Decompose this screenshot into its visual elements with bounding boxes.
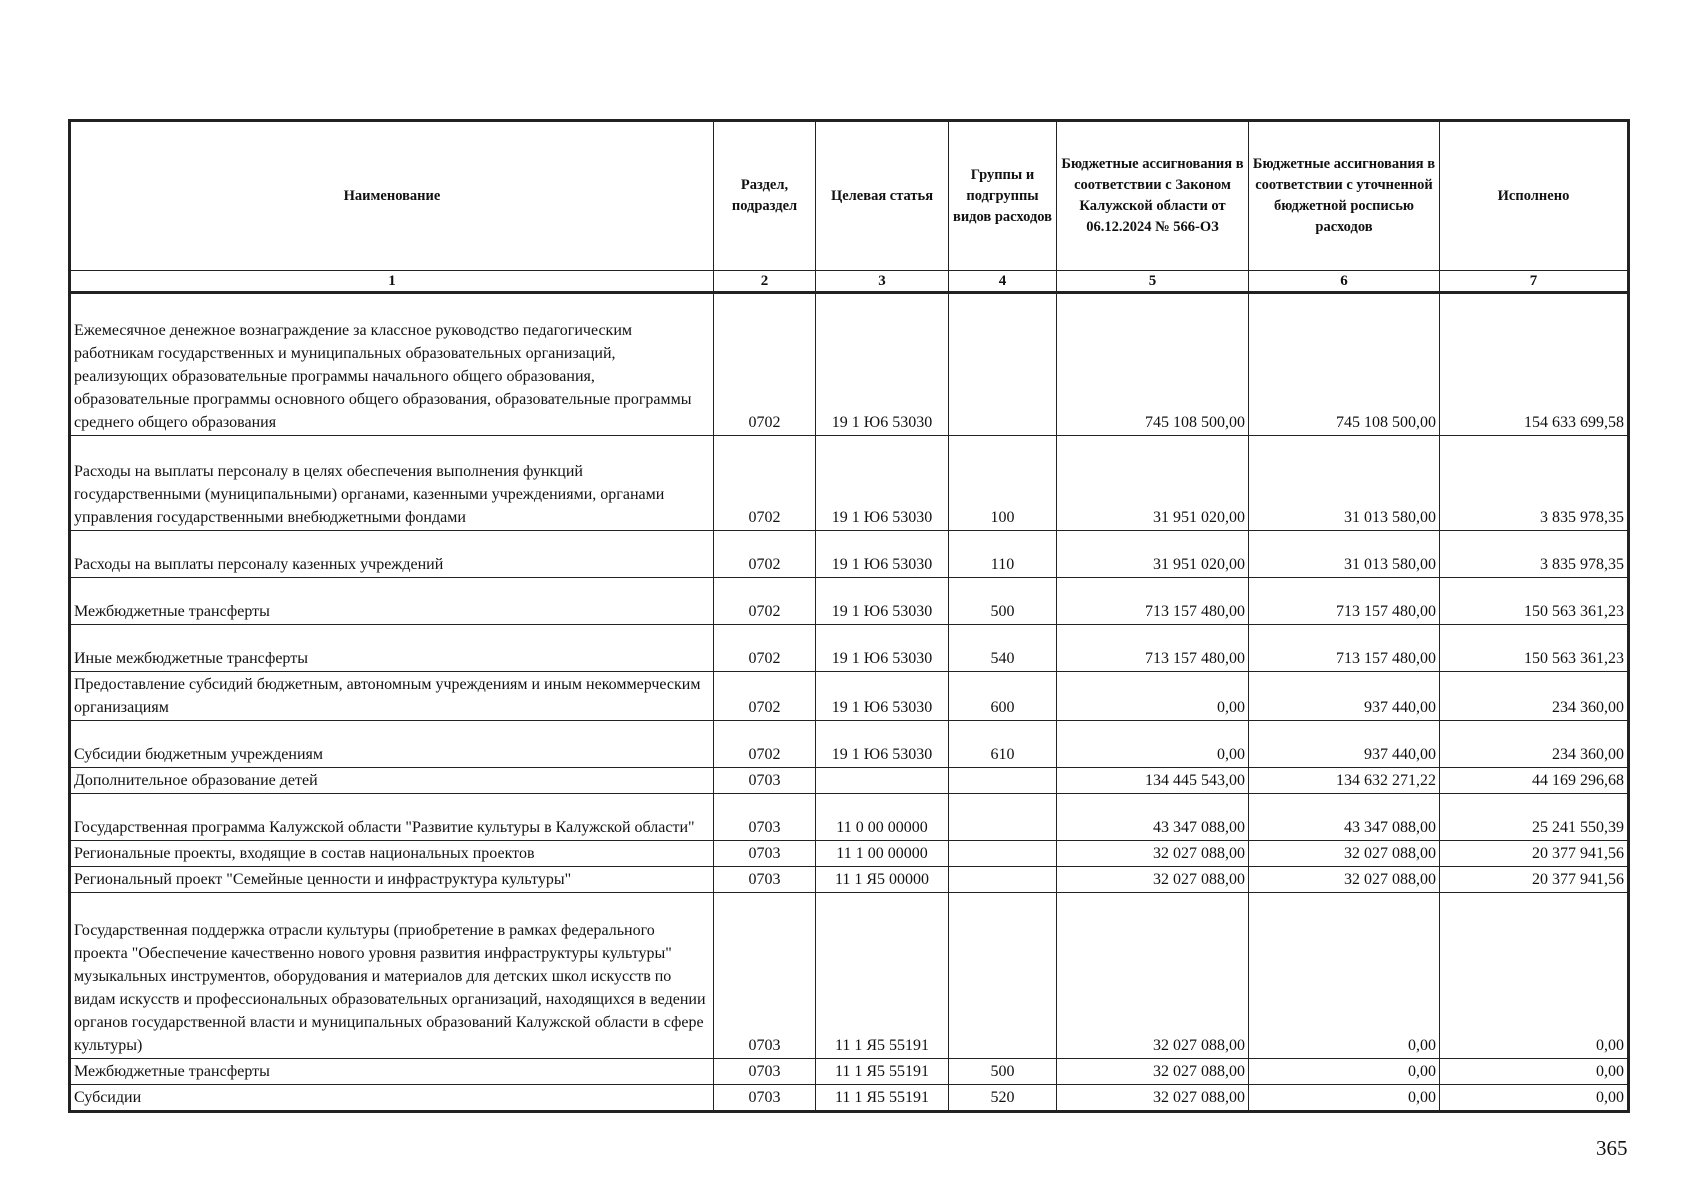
column-number: 5 (1057, 271, 1249, 293)
header-refined-allocations: Бюджетные ассигнования в соответствии с уточненной бюджетной росписью расходов (1249, 121, 1440, 271)
row-law-amount: 32 027 088,00 (1057, 841, 1249, 867)
row-group (949, 867, 1057, 893)
row-section: 0703 (714, 1059, 816, 1085)
row-section: 0703 (714, 794, 816, 841)
column-number: 3 (816, 271, 949, 293)
row-group: 600 (949, 672, 1057, 721)
row-executed-amount: 150 563 361,23 (1440, 625, 1629, 672)
row-name: Региональный проект "Семейные ценности и инфраструктура культуры" (70, 867, 714, 893)
row-refined-amount: 0,00 (1249, 1059, 1440, 1085)
row-target: 19 1 Ю6 53030 (816, 531, 949, 578)
header-name: Наименование (70, 121, 714, 271)
row-target: 19 1 Ю6 53030 (816, 625, 949, 672)
table-row (70, 867, 1629, 893)
row-group: 610 (949, 721, 1057, 768)
row-group: 100 (949, 436, 1057, 531)
row-name: Субсидии (70, 1085, 714, 1112)
row-group (949, 841, 1057, 867)
row-section: 0702 (714, 625, 816, 672)
header-row (70, 121, 1629, 271)
row-group (949, 893, 1057, 1059)
row-section: 0703 (714, 893, 816, 1059)
table-row (70, 841, 1629, 867)
header-law-allocations: Бюджетные ассигнования в соответствии с Законом Калужской области от 06.12.2024 № 566-ОЗ (1057, 121, 1249, 271)
column-number: 4 (949, 271, 1057, 293)
row-executed-amount: 0,00 (1440, 893, 1629, 1059)
column-number: 6 (1249, 271, 1440, 293)
page-number: 365 (1596, 1136, 1628, 1160)
row-target (816, 768, 949, 794)
row-refined-amount: 32 027 088,00 (1249, 841, 1440, 867)
row-target: 19 1 Ю6 53030 (816, 578, 949, 625)
header-target: Целевая статья (816, 121, 949, 271)
row-section: 0702 (714, 436, 816, 531)
row-name: Предоставление субсидий бюджетным, автономным учреждениям и иным некоммерческим организациям (70, 672, 714, 721)
row-executed-amount: 3 835 978,35 (1440, 531, 1629, 578)
row-target: 11 1 Я5 55191 (816, 1059, 949, 1085)
row-refined-amount: 0,00 (1249, 1085, 1440, 1112)
row-group: 540 (949, 625, 1057, 672)
row-group (949, 794, 1057, 841)
table-row (70, 293, 1629, 436)
header-executed: Исполнено (1440, 121, 1629, 271)
table-row (70, 893, 1629, 1059)
row-law-amount: 32 027 088,00 (1057, 1085, 1249, 1112)
row-name: Расходы на выплаты персоналу в целях обеспечения выполнения функций государственными (муниципальными) органами, казенными учреждениями, органами управления государственными внебюджетными фондами (70, 436, 714, 531)
column-number: 1 (70, 271, 714, 293)
row-executed-amount: 0,00 (1440, 1059, 1629, 1085)
row-group: 500 (949, 578, 1057, 625)
table-row (70, 436, 1629, 531)
budget-table (68, 119, 1630, 1113)
row-target: 11 1 Я5 55191 (816, 893, 949, 1059)
row-group: 110 (949, 531, 1057, 578)
row-executed-amount: 3 835 978,35 (1440, 436, 1629, 531)
row-executed-amount: 234 360,00 (1440, 672, 1629, 721)
row-law-amount: 134 445 543,00 (1057, 768, 1249, 794)
row-group: 500 (949, 1059, 1057, 1085)
row-refined-amount: 745 108 500,00 (1249, 293, 1440, 436)
row-target: 19 1 Ю6 53030 (816, 293, 949, 436)
row-target: 11 1 Я5 55191 (816, 1085, 949, 1112)
row-refined-amount: 31 013 580,00 (1249, 531, 1440, 578)
table-row (70, 1085, 1629, 1112)
table-row (70, 625, 1629, 672)
row-target: 11 0 00 00000 (816, 794, 949, 841)
row-section: 0703 (714, 841, 816, 867)
row-name: Расходы на выплаты персоналу казенных учреждений (70, 531, 714, 578)
column-number-row (70, 271, 1629, 293)
row-refined-amount: 31 013 580,00 (1249, 436, 1440, 531)
row-section: 0703 (714, 1085, 816, 1112)
table-row (70, 1059, 1629, 1085)
row-refined-amount: 713 157 480,00 (1249, 625, 1440, 672)
table-row (70, 721, 1629, 768)
row-target: 19 1 Ю6 53030 (816, 721, 949, 768)
row-law-amount: 713 157 480,00 (1057, 625, 1249, 672)
row-law-amount: 43 347 088,00 (1057, 794, 1249, 841)
row-law-amount: 0,00 (1057, 672, 1249, 721)
header-group: Группы и подгруппы видов расходов (949, 121, 1057, 271)
row-refined-amount: 937 440,00 (1249, 721, 1440, 768)
row-name: Дополнительное образование детей (70, 768, 714, 794)
row-executed-amount: 44 169 296,68 (1440, 768, 1629, 794)
row-executed-amount: 234 360,00 (1440, 721, 1629, 768)
row-law-amount: 32 027 088,00 (1057, 1059, 1249, 1085)
row-target: 19 1 Ю6 53030 (816, 436, 949, 531)
column-number: 2 (714, 271, 816, 293)
row-refined-amount: 713 157 480,00 (1249, 578, 1440, 625)
row-target: 11 1 Я5 00000 (816, 867, 949, 893)
table-row (70, 531, 1629, 578)
row-executed-amount: 150 563 361,23 (1440, 578, 1629, 625)
row-refined-amount: 43 347 088,00 (1249, 794, 1440, 841)
header-section: Раздел, подраздел (714, 121, 816, 271)
row-section: 0702 (714, 531, 816, 578)
row-section: 0702 (714, 293, 816, 436)
row-executed-amount: 25 241 550,39 (1440, 794, 1629, 841)
row-law-amount: 32 027 088,00 (1057, 867, 1249, 893)
row-law-amount: 0,00 (1057, 721, 1249, 768)
table-row (70, 578, 1629, 625)
row-refined-amount: 0,00 (1249, 893, 1440, 1059)
row-name: Межбюджетные трансферты (70, 578, 714, 625)
row-law-amount: 31 951 020,00 (1057, 436, 1249, 531)
table-row (70, 794, 1629, 841)
row-refined-amount: 32 027 088,00 (1249, 867, 1440, 893)
row-name: Иные межбюджетные трансферты (70, 625, 714, 672)
row-executed-amount: 20 377 941,56 (1440, 841, 1629, 867)
row-law-amount: 32 027 088,00 (1057, 893, 1249, 1059)
row-name: Субсидии бюджетным учреждениям (70, 721, 714, 768)
row-target: 11 1 00 00000 (816, 841, 949, 867)
table-row (70, 768, 1629, 794)
row-section: 0703 (714, 768, 816, 794)
row-section: 0703 (714, 867, 816, 893)
row-group (949, 293, 1057, 436)
row-section: 0702 (714, 578, 816, 625)
row-section: 0702 (714, 721, 816, 768)
row-name: Ежемесячное денежное вознаграждение за классное руководство педагогическим работникам государственных и муниципальных образовательных организаций, реализующих образовательные программы начального общего образования, образовательные программы основного общего образования, образовательные программы среднего общего образования (70, 293, 714, 436)
row-law-amount: 31 951 020,00 (1057, 531, 1249, 578)
row-executed-amount: 0,00 (1440, 1085, 1629, 1112)
row-name: Региональные проекты, входящие в состав национальных проектов (70, 841, 714, 867)
column-number: 7 (1440, 271, 1629, 293)
row-refined-amount: 134 632 271,22 (1249, 768, 1440, 794)
row-target: 19 1 Ю6 53030 (816, 672, 949, 721)
row-name: Государственная поддержка отрасли культуры (приобретение в рамках федерального проекта "Обеспечение качественно нового уровня развития инфраструктуры культуры" музыкальных инструментов, оборудования и материалов для детских школ искусств по видам искусств и профессиональных образовательных организаций, находящихся в ведении органов государственной власти и муниципальных образований Калужской области в сфере культуры) (70, 893, 714, 1059)
row-section: 0702 (714, 672, 816, 721)
row-executed-amount: 20 377 941,56 (1440, 867, 1629, 893)
row-law-amount: 713 157 480,00 (1057, 578, 1249, 625)
row-refined-amount: 937 440,00 (1249, 672, 1440, 721)
row-name: Государственная программа Калужской области "Развитие культуры в Калужской области" (70, 794, 714, 841)
row-group: 520 (949, 1085, 1057, 1112)
row-name: Межбюджетные трансферты (70, 1059, 714, 1085)
row-executed-amount: 154 633 699,58 (1440, 293, 1629, 436)
row-group (949, 768, 1057, 794)
row-law-amount: 745 108 500,00 (1057, 293, 1249, 436)
table-row (70, 672, 1629, 721)
